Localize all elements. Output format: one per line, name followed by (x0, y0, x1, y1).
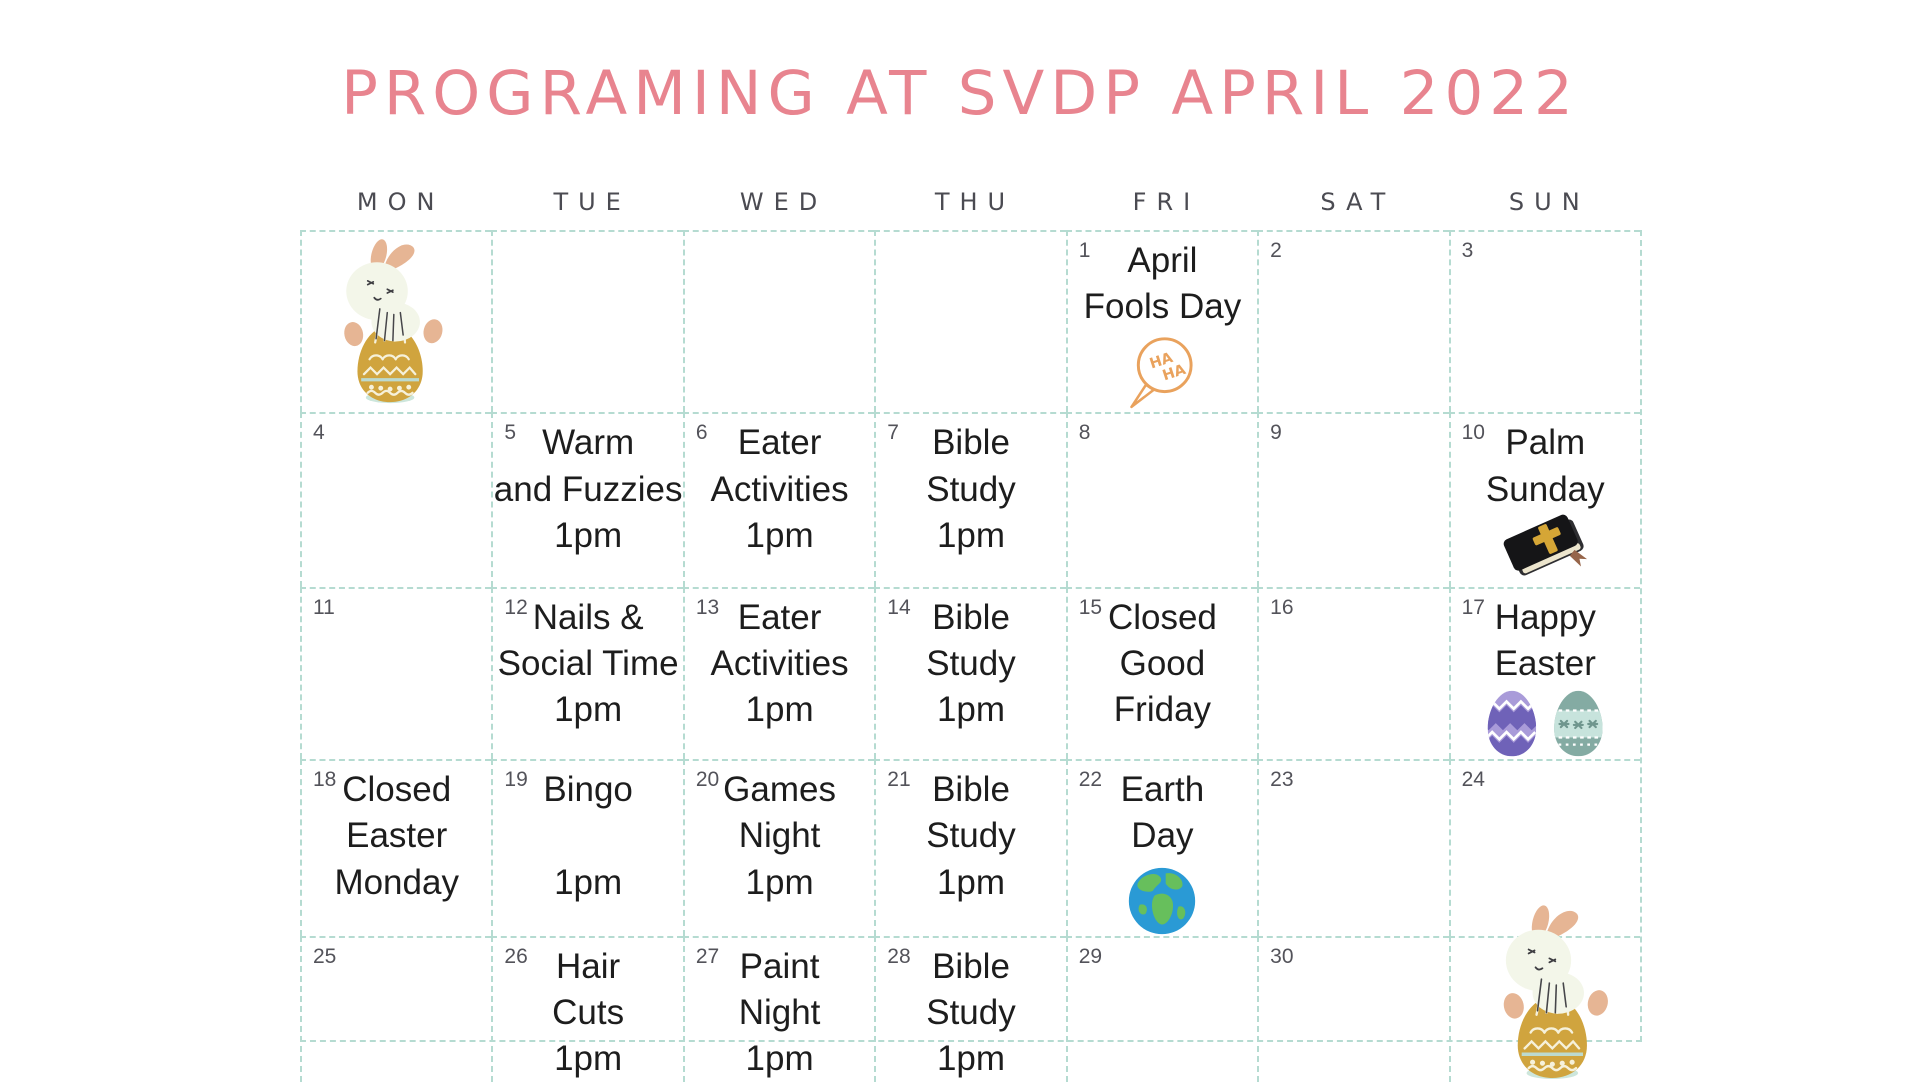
earth-globe-icon (1068, 860, 1257, 936)
calendar-cell-day-30 (1257, 936, 1448, 1082)
haha-laugh-bubble-icon (1068, 330, 1257, 412)
event-text: Bible Study 1pm (876, 414, 1065, 559)
calendar-cell-day-23 (1257, 759, 1448, 935)
svg-text:HA: HA (1148, 350, 1176, 373)
calendar-cell-day-17 (1449, 587, 1640, 759)
event-text: Closed Easter Monday (302, 761, 491, 906)
calendar-cell-day-8 (1066, 412, 1257, 586)
calendar-cell-day-22 (1066, 759, 1257, 935)
event-text: Bible Study 1pm (876, 589, 1065, 734)
day-number: 24 (1462, 768, 1485, 792)
day-number: 9 (1270, 421, 1282, 445)
calendar-cell-day-5 (491, 412, 682, 586)
calendar-cell-day-10 (1449, 412, 1640, 586)
day-number: 7 (887, 421, 899, 445)
calendar-cell-day-18 (300, 759, 491, 935)
day-number: 3 (1462, 239, 1474, 263)
page-title: PROGRAMING AT SVDP APRIL 2022 (0, 58, 1920, 129)
calendar-cell-r0c1 (491, 230, 682, 412)
day-number: 29 (1079, 945, 1102, 969)
day-number: 27 (696, 945, 719, 969)
calendar-cell-day-13 (683, 587, 874, 759)
day-header-fri: FRI (1066, 188, 1257, 216)
bible-icon (1451, 513, 1640, 587)
day-number: 22 (1079, 768, 1102, 792)
day-header-tue: TUE (491, 188, 682, 216)
day-header-sat: SAT (1257, 188, 1448, 216)
calendar-cell-day-11 (300, 587, 491, 759)
event-text: Closed Good Friday (1068, 589, 1257, 734)
calendar-cell-day-20 (683, 759, 874, 935)
calendar-cell-r4c6 (1449, 936, 1640, 1082)
day-number: 16 (1270, 596, 1293, 620)
day-number: 21 (887, 768, 910, 792)
event-text: Bible Study 1pm (876, 761, 1065, 906)
day-number: 15 (1079, 596, 1102, 620)
day-header-thu: THU (874, 188, 1065, 216)
calendar-cell-r0c0 (300, 230, 491, 412)
calendar-cell-day-14 (874, 587, 1065, 759)
day-number: 28 (887, 945, 910, 969)
calendar-cell-day-7 (874, 412, 1065, 586)
day-number: 14 (887, 596, 910, 620)
day-number: 25 (313, 945, 336, 969)
calendar-cell-day-2 (1257, 230, 1448, 412)
event-text: Games Night 1pm (685, 761, 874, 906)
calendar-cell-day-29 (1066, 936, 1257, 1082)
day-number: 12 (504, 596, 527, 620)
day-number: 1 (1079, 239, 1091, 263)
calendar-cell-day-1 (1066, 230, 1257, 412)
calendar-cell-day-6 (683, 412, 874, 586)
event-text: Happy Easter (1451, 589, 1640, 687)
day-number: 30 (1270, 945, 1293, 969)
day-number: 10 (1462, 421, 1485, 445)
day-number: 6 (696, 421, 708, 445)
calendar-cell-day-12 (491, 587, 682, 759)
day-number: 11 (313, 596, 335, 620)
event-text: Bible Study 1pm (876, 938, 1065, 1082)
easter-bunny-egg-icon (302, 232, 491, 404)
day-number: 4 (313, 421, 325, 445)
day-header-sun: SUN (1449, 188, 1640, 216)
day-number: 23 (1270, 768, 1293, 792)
calendar-cell-r0c2 (683, 230, 874, 412)
calendar-cell-day-26 (491, 936, 682, 1082)
event-text: Palm Sunday (1451, 414, 1640, 512)
calendar-cell-day-4 (300, 412, 491, 586)
event-text: Bingo 1pm (493, 761, 682, 906)
calendar-cell-day-19 (491, 759, 682, 935)
event-text: Nails & Social Time 1pm (493, 589, 682, 734)
event-text: Paint Night 1pm (685, 938, 874, 1082)
calendar-cell-day-15 (1066, 587, 1257, 759)
day-number: 8 (1079, 421, 1091, 445)
day-number: 20 (696, 768, 719, 792)
calendar-cell-day-28 (874, 936, 1065, 1082)
event-text: Eater Activities 1pm (685, 414, 874, 559)
calendar-cell-day-21 (874, 759, 1065, 935)
event-text: April Fools Day (1068, 232, 1257, 330)
calendar-cell-day-27 (683, 936, 874, 1082)
svg-text:HA: HA (1161, 362, 1189, 385)
event-text: Earth Day (1068, 761, 1257, 859)
day-header-wed: WED (683, 188, 874, 216)
calendar-cell-day-16 (1257, 587, 1448, 759)
event-text: Hair Cuts 1pm (493, 938, 682, 1082)
event-text: Eater Activities 1pm (685, 589, 874, 734)
calendar-cell-day-3 (1449, 230, 1640, 412)
day-number: 13 (696, 596, 719, 620)
event-text: Warm and Fuzzies 1pm (493, 414, 682, 559)
calendar-grid (300, 230, 1642, 1042)
day-number: 18 (313, 768, 336, 792)
day-number: 26 (504, 945, 527, 969)
calendar-cell-day-25 (300, 936, 491, 1082)
day-number: 2 (1270, 239, 1282, 263)
day-number: 5 (504, 421, 516, 445)
day-header-mon: MON (300, 188, 491, 216)
calendar-cell-r0c3 (874, 230, 1065, 412)
day-number: 17 (1462, 596, 1485, 620)
easter-bunny-egg-icon (1495, 904, 1624, 1080)
easter-eggs-icon (1451, 687, 1640, 759)
weekday-header-row (300, 188, 1640, 216)
day-number: 19 (504, 768, 527, 792)
calendar-cell-day-9 (1257, 412, 1448, 586)
